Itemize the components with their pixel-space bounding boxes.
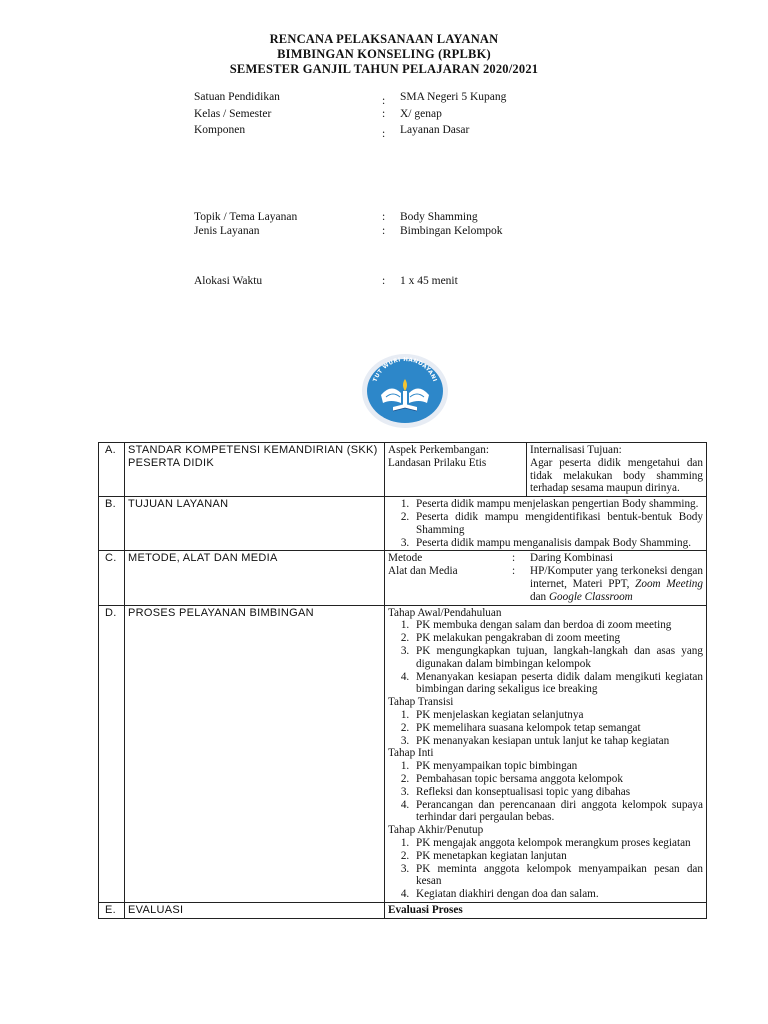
evaluasi-value: Evaluasi Proses	[385, 902, 707, 918]
row-title: STANDAR KOMPETENSI KEMANDIRIAN (SKK) PESERTA DIDIK	[125, 443, 385, 497]
list-item: 3. Refleksi dan konseptualisasi topic yang dibahas	[412, 786, 703, 799]
table-row-c	[99, 551, 707, 605]
list-item: 3. PK meminta anggota kelompok menyampaikan pesan dan kesan	[412, 863, 703, 889]
alat-value-text: HP/Komputer yang terkoneksi dengan internet, Materi PPT,	[530, 565, 703, 590]
phase-title: Tahap Akhir/Penutup	[388, 824, 484, 837]
metode-value: Daring Kombinasi	[530, 552, 613, 565]
doc-title-line-2: BIMBINGAN KONSELING (RPLBK)	[277, 47, 491, 61]
info-label: Satuan Pendidikan	[194, 91, 280, 103]
tujuan-list	[388, 498, 703, 549]
info-value: Layanan Dasar	[400, 124, 470, 136]
row-letter: E.	[99, 902, 125, 918]
phase-title: Tahap Inti	[388, 747, 434, 760]
list-item: 4. Menanyakan kesiapan peserta didik dalam mengikuti kegiatan bimbingan daring sekaligus ice breaking	[412, 671, 703, 697]
info-value: SMA Negeri 5 Kupang	[400, 91, 507, 103]
phase-list	[388, 709, 703, 747]
list-item: 3. PK menanyakan kesiapan untuk lanjut ke tahap kegiatan	[412, 735, 703, 748]
list-item: 4. Perancangan dan perencanaan diri anggota kelompok supaya terhindar dari pergaulan bebas.	[412, 799, 703, 825]
info-colon: :	[382, 211, 386, 223]
table-row-d	[99, 605, 707, 902]
row-title: EVALUASI	[125, 902, 385, 918]
info-colon: :	[382, 108, 386, 120]
phase-list	[388, 619, 703, 696]
phase-title: Tahap Awal/Pendahuluan	[388, 606, 502, 619]
logo-motto: TUT WURI HANDAYANI	[372, 356, 438, 383]
internalisasi-value: Agar peserta didik mengetahui dan tidak melakukan body shamming terhadap sesama maupun dirinya.	[530, 456, 703, 495]
tujuan-cell	[385, 497, 707, 551]
list-item: 2. PK melakukan pengakraban di zoom meeting	[412, 632, 703, 645]
internalisasi-cell	[527, 443, 707, 497]
info-label: Komponen	[194, 124, 246, 136]
table-row-e	[99, 902, 707, 918]
internalisasi-label: Internalisasi Tujuan:	[530, 444, 622, 456]
doc-title-line-1: RENCANA PELAKSANAAN LAYANAN	[269, 32, 499, 46]
phase-title: Tahap Transisi	[388, 696, 454, 709]
list-item: 2. PK memelihara suasana kelompok tetap semangat	[412, 722, 703, 735]
table-row-b	[99, 497, 707, 551]
info-colon: :	[382, 275, 386, 287]
aspek-label: Aspek Perkembangan:	[388, 444, 489, 456]
row-title: PROSES PELAYANAN BIMBINGAN	[125, 605, 385, 902]
aspek-cell	[385, 443, 527, 497]
list-item: 1. PK mengajak anggota kelompok merangkum proses kegiatan	[412, 837, 703, 850]
row-letter: D.	[99, 605, 125, 902]
proses-cell	[385, 605, 707, 902]
info-value: 1 x 45 menit	[400, 275, 458, 287]
table-row-a	[99, 443, 707, 497]
rplbk-table	[98, 442, 707, 919]
phase-list	[388, 760, 703, 824]
alat-google: Google Classroom	[548, 590, 633, 603]
list-item: 1. PK menyampaikan topic bimbingan	[412, 760, 703, 773]
list-item: 2. Pembahasan topic bersama anggota kelompok	[412, 773, 703, 786]
phase-list	[388, 837, 703, 901]
alat-value	[530, 565, 703, 603]
info-label: Kelas / Semester	[194, 108, 272, 120]
alat-label: Alat dan Media	[388, 565, 458, 578]
list-item: 1. PK menjelaskan kegiatan selanjutnya	[412, 709, 703, 722]
row-letter: C.	[99, 551, 125, 605]
row-letter: A.	[99, 443, 125, 497]
info-colon: :	[382, 128, 386, 140]
info-value: Bimbingan Kelompok	[400, 225, 503, 237]
metode-inner	[388, 552, 703, 603]
metode-colon: :	[512, 552, 516, 565]
alat-dan: dan	[530, 590, 547, 603]
list-item: 1. Peserta didik mampu menjelaskan pengertian Body shamming.	[412, 498, 703, 511]
info-value: X/ genap	[400, 108, 442, 120]
aspek-value: Landasan Prilaku Etis	[388, 456, 487, 469]
info-label: Alokasi Waktu	[194, 275, 263, 287]
list-item: 1. PK membuka dengan salam dan berdoa di zoom meeting	[412, 619, 703, 632]
info-label: Topik / Tema Layanan	[194, 211, 298, 223]
row-letter: B.	[99, 497, 125, 551]
tut-wuri-handayani-logo	[361, 353, 449, 429]
info-label: Jenis Layanan	[194, 225, 260, 237]
info-value: Body Shamming	[400, 211, 478, 223]
metode-cell	[385, 551, 707, 605]
alat-colon: :	[512, 565, 516, 578]
info-colon: :	[382, 225, 386, 237]
row-title: METODE, ALAT DAN MEDIA	[125, 551, 385, 605]
alat-zoom: Zoom Meeting	[635, 577, 703, 590]
doc-title-line-3: SEMESTER GANJIL TAHUN PELAJARAN 2020/2021	[229, 62, 539, 76]
info-colon: :	[382, 95, 386, 107]
list-item: 2. Peserta didik mampu mengidentifikasi bentuk-bentuk Body Shamming	[412, 511, 703, 537]
metode-label: Metode	[388, 552, 423, 565]
list-item: 3. Peserta didik mampu menganalisis dampak Body Shamming.	[412, 537, 703, 550]
list-item: 4. Kegiatan diakhiri dengan doa dan salam.	[412, 888, 703, 901]
list-item: 2. PK menetapkan kegiatan lanjutan	[412, 850, 703, 863]
list-item: 3. PK mengungkapkan tujuan, langkah-langkah dan asas yang digunakan dalam bimbingan kelompok	[412, 645, 703, 671]
row-title: TUJUAN LAYANAN	[125, 497, 385, 551]
